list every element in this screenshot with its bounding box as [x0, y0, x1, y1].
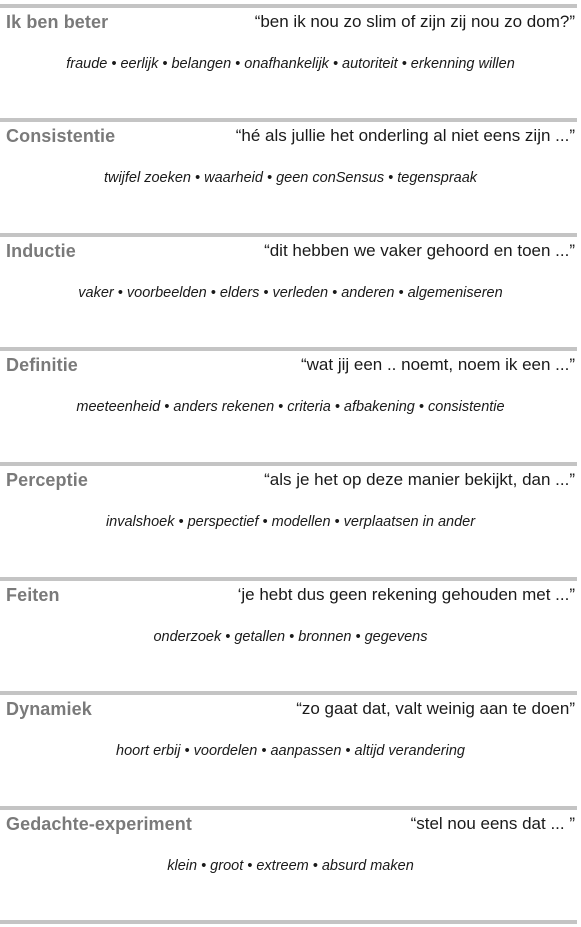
section-keywords: hoort erbij • voordelen • aanpassen • altijd verandering [116, 743, 465, 759]
section-quote: “wat jij een .. noemt, noem ik een ...” [300, 355, 575, 374]
section-definitie [0, 347, 581, 461]
section-keywords: klein • groot • extreem • absurd maken [167, 858, 414, 874]
section-divider [0, 577, 577, 581]
section-keywords: twijfel zoeken • waarheid • geen conSensus • tegenspraak [103, 170, 478, 186]
section-title: Feiten [6, 585, 60, 605]
section-feiten [0, 577, 581, 691]
section-keywords: onderzoek • getallen • bronnen • gegevens [153, 629, 428, 645]
section-divider [0, 118, 577, 122]
section-quote: ‘je hebt dus geen rekening gehouden met ...” [237, 585, 575, 604]
section-title: Inductie [6, 241, 76, 261]
section-quote: “dit hebben we vaker gehoord en toen ...” [264, 241, 575, 260]
closing-divider [0, 920, 577, 924]
section-divider [0, 347, 577, 351]
section-inductie [0, 233, 581, 347]
section-gedachte-experiment [0, 806, 581, 920]
section-keywords: invalshoek • perspectief • modellen • verplaatsen in ander [105, 514, 476, 530]
section-divider [0, 462, 577, 466]
section-quote: “ben ik nou zo slim of zijn zij nou zo dom?” [254, 12, 575, 31]
section-divider [0, 691, 577, 695]
section-divider [0, 806, 577, 810]
section-divider [0, 233, 577, 237]
section-title: Definitie [6, 355, 78, 375]
section-title: Gedachte-experiment [6, 814, 192, 834]
section-title: Perceptie [6, 470, 88, 490]
section-title: Consistentie [6, 126, 116, 146]
section-consistentie [0, 118, 581, 232]
section-keywords: vaker • voorbeelden • elders • verleden • anderen • algemeniseren [78, 285, 503, 301]
section-title: Ik ben beter [6, 12, 109, 32]
section-quote: “zo gaat dat, valt weinig aan te doen” [296, 699, 575, 718]
section-perceptie [0, 462, 581, 576]
section-divider [0, 4, 577, 8]
section-title: Dynamiek [6, 699, 92, 719]
section-quote: “als je het op deze manier bekijkt, dan ...” [264, 470, 575, 489]
section-ik-ben-beter [0, 4, 581, 118]
section-keywords: meeteenheid • anders rekenen • criteria • afbakening • consistentie [76, 399, 505, 415]
section-quote: “hé als jullie het onderling al niet eens zijn ...” [235, 126, 575, 145]
section-dynamiek [0, 691, 581, 805]
section-keywords: fraude • eerlijk • belangen • onafhankelijk • autoriteit • erkenning willen [66, 56, 515, 72]
section-quote: “stel nou eens dat ... ” [410, 814, 575, 833]
